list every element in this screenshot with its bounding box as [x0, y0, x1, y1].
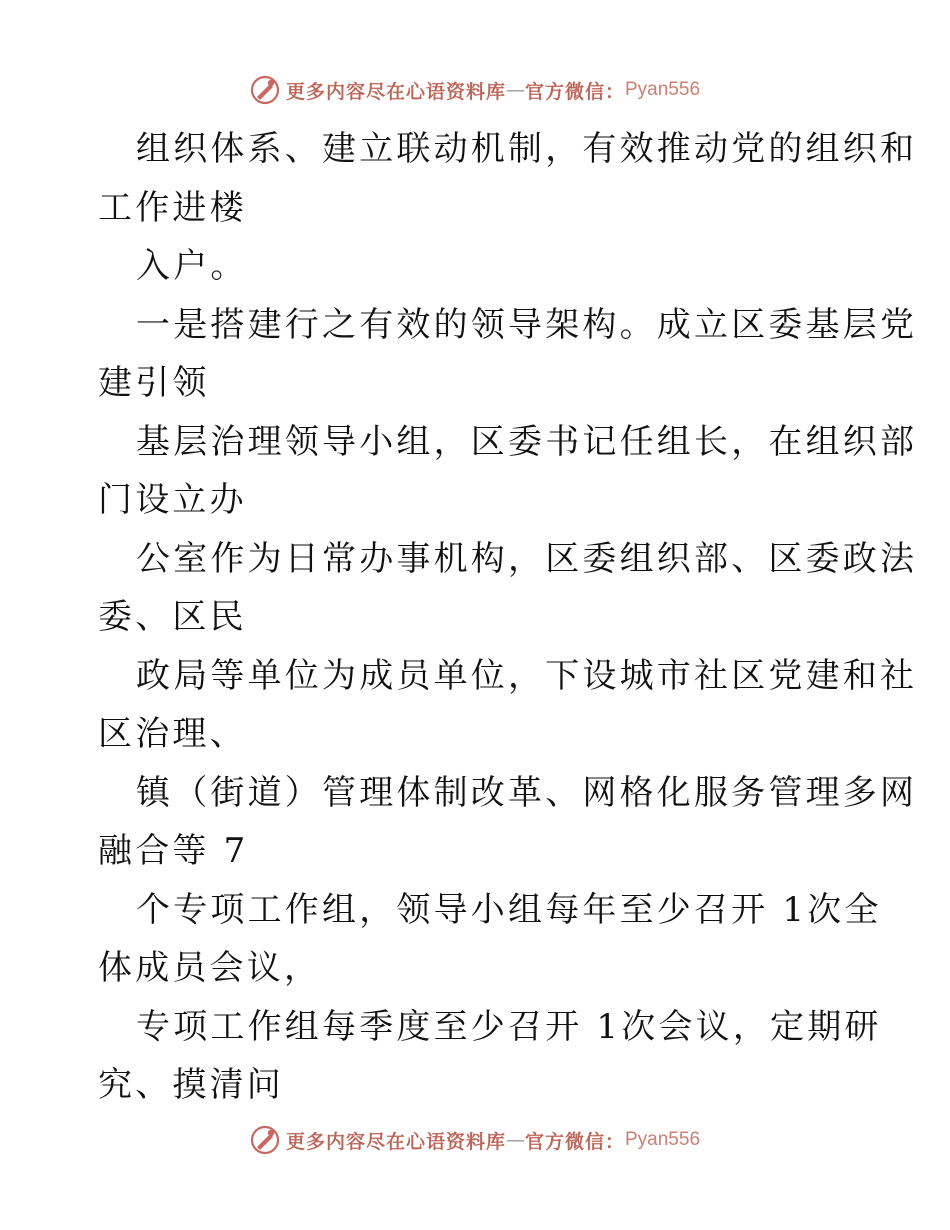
text-line: 工作进楼: [98, 187, 247, 228]
watermark-id: Pyan556: [625, 79, 701, 100]
text-line: 门设立办: [98, 480, 247, 520]
pen-logo-icon: [250, 75, 280, 105]
text-line: 建引领: [98, 363, 210, 403]
document-body: [98, 120, 918, 1115]
watermark-id: Pyan556: [625, 1129, 701, 1150]
text-line: 入户。: [136, 246, 248, 286]
text-line: 政局等单位为成员单位，下设城市社区党建和社: [136, 655, 918, 696]
watermark-suffix: 官方微信：: [524, 80, 625, 103]
text-line: 基层治理领导小组，区委书记任组长，在组织部: [136, 421, 918, 462]
footer-watermark: [0, 1120, 950, 1160]
text-line: 体成员会议，: [98, 948, 322, 988]
pen-logo-icon: [250, 1125, 280, 1155]
watermark-text: 更多内容尽在心语资料库: [285, 1130, 506, 1153]
header-watermark: [0, 70, 950, 110]
watermark-suffix: 官方微信：: [524, 1130, 625, 1153]
text-line: 个专项工作组，领导小组每年至少召开 1次全: [136, 889, 882, 930]
text-line: 融合等 7: [98, 831, 249, 871]
text-line: 委、区民: [98, 597, 247, 637]
text-line: 究、摸清问: [98, 1065, 284, 1105]
text-line: 组织体系、建立联动机制，有效推动党的组织和: [136, 129, 918, 169]
text-line: 公室作为日常办事机构，区委组织部、区委政法: [136, 538, 918, 579]
text-line: 一是搭建行之有效的领导架构。成立区委基层党: [136, 304, 918, 345]
text-line: 专项工作组每季度至少召开 1次会议，定期研: [136, 1006, 882, 1047]
watermark-separator: —: [505, 79, 525, 101]
watermark-text: 更多内容尽在心语资料库: [285, 80, 506, 103]
watermark-separator: —: [505, 1129, 525, 1151]
text-line: 区治理、: [98, 714, 247, 754]
text-line: 镇（街道）管理体制改革、网格化服务管理多网: [136, 772, 918, 813]
